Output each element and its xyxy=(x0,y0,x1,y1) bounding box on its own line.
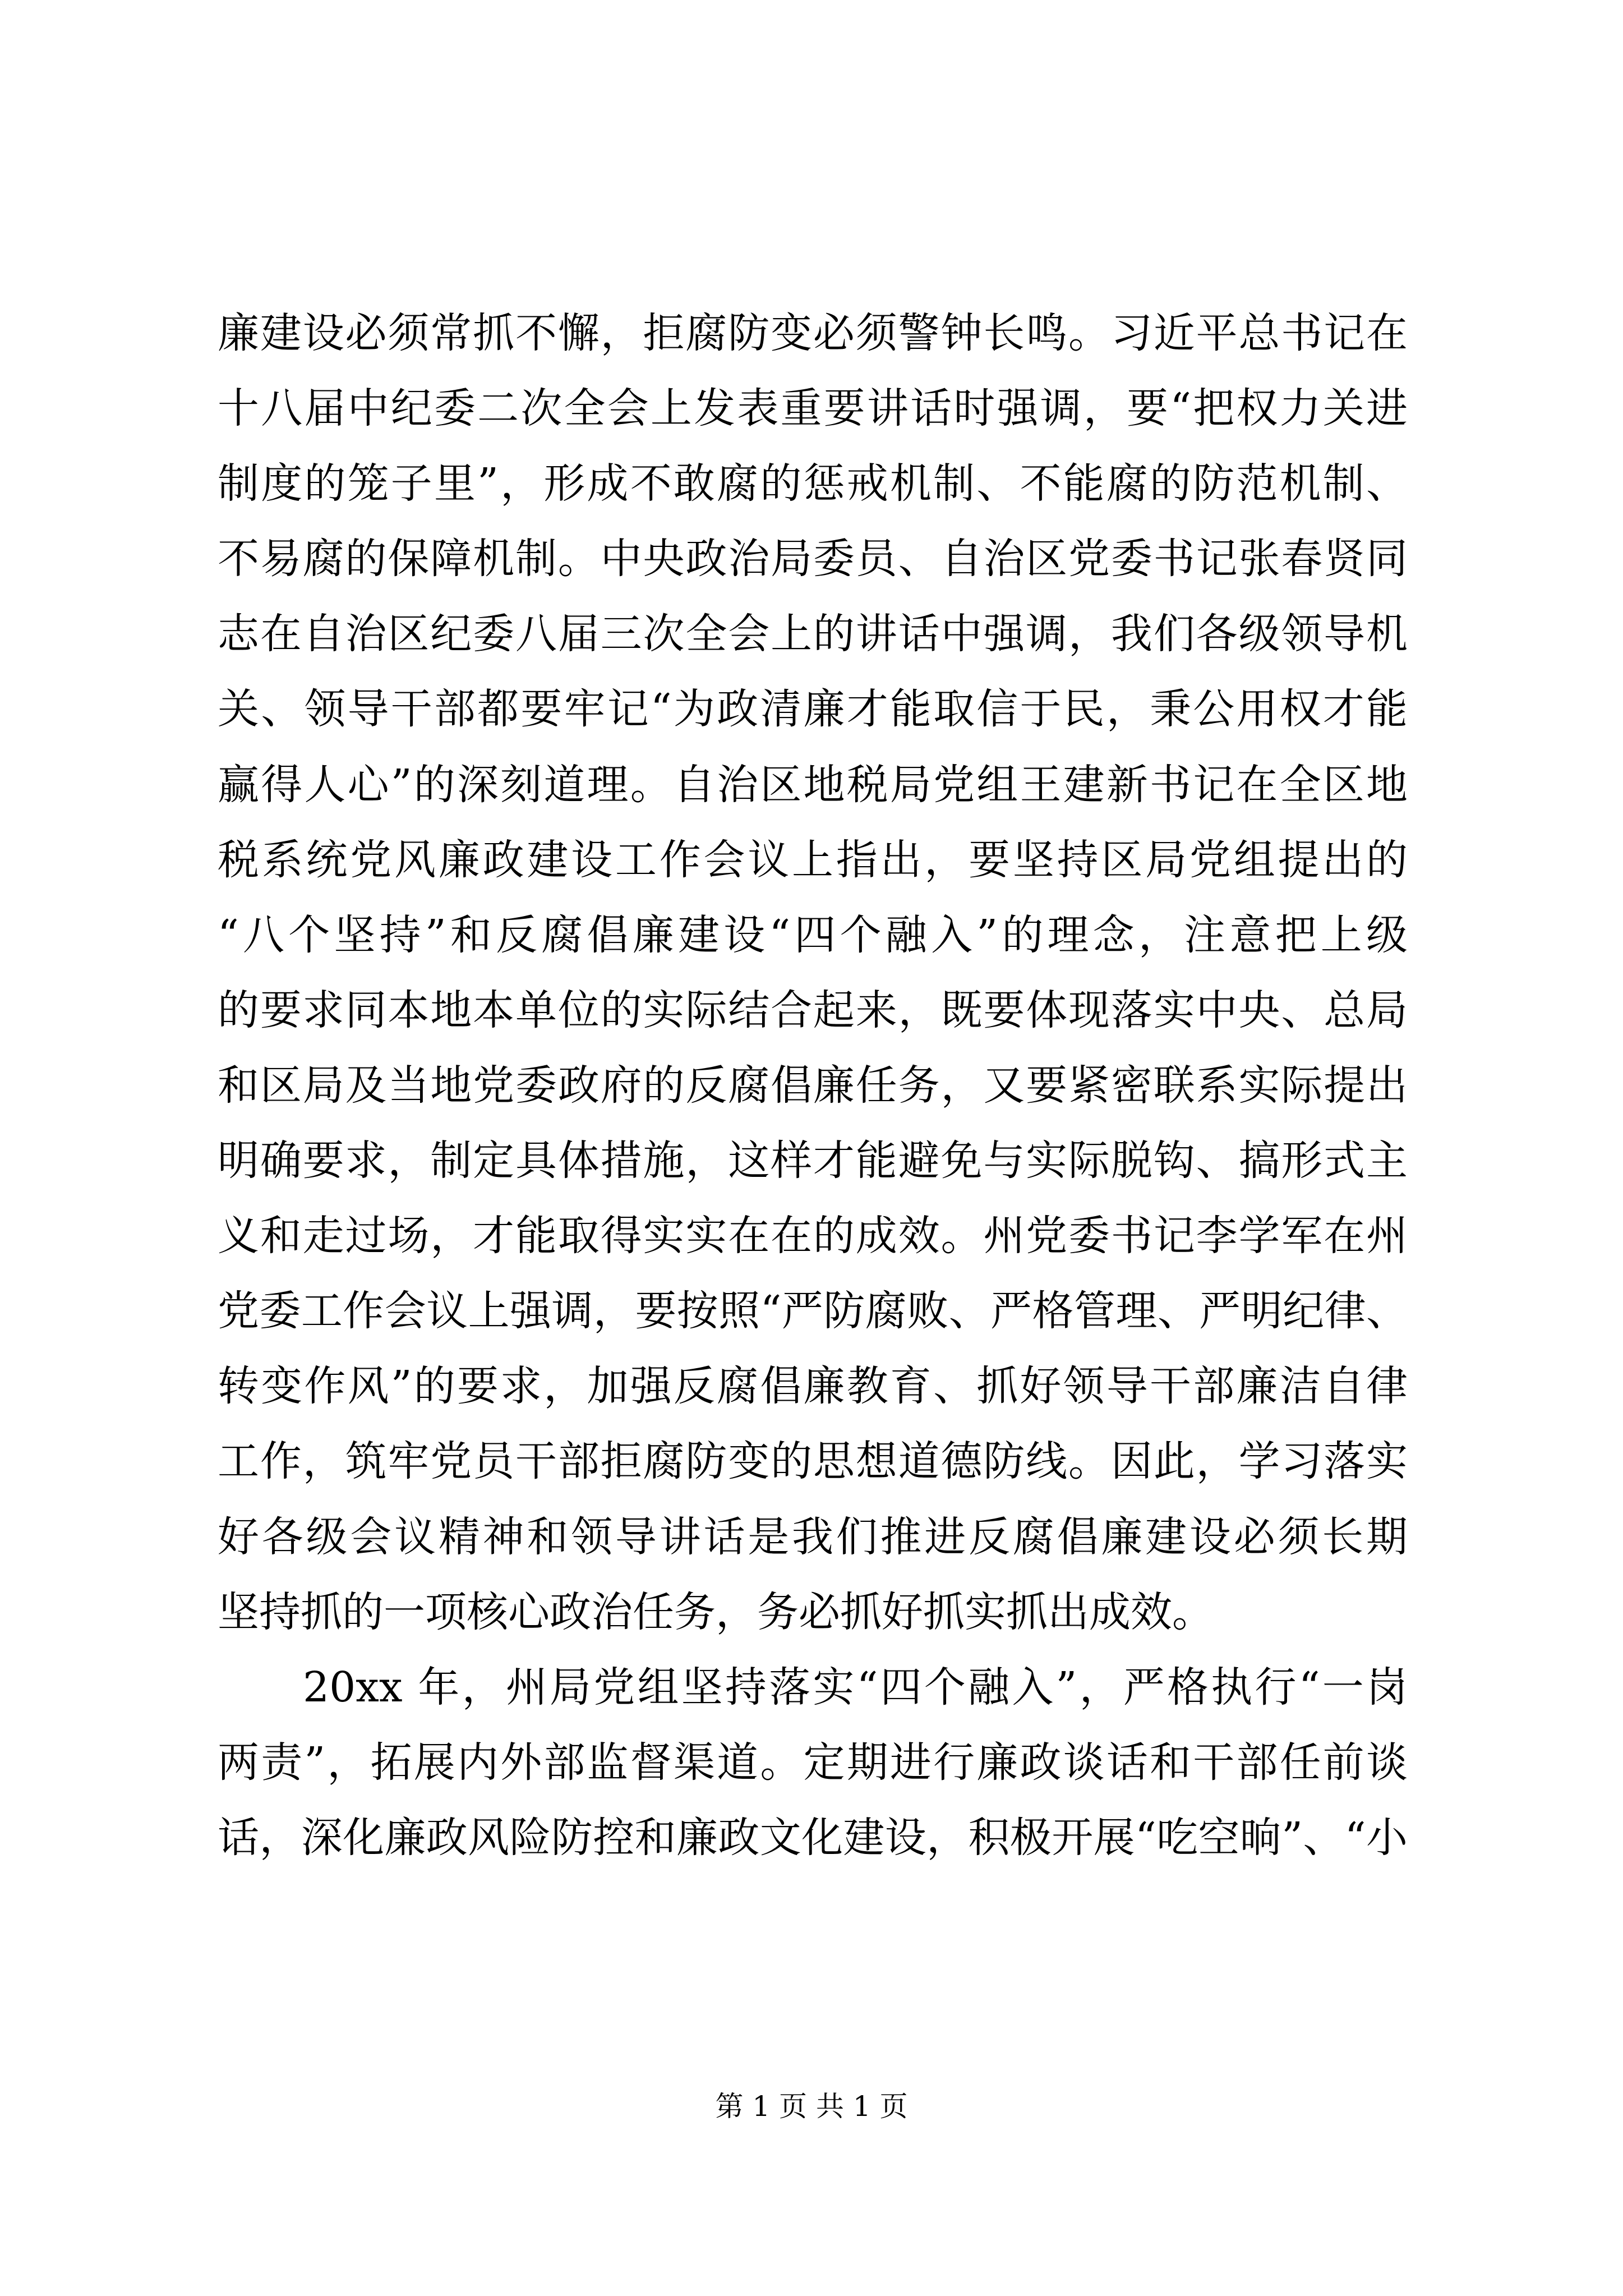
text-line: 话，深化廉政风险防控和廉政文化建设，积极开展“吃空晌”、“小 xyxy=(218,1813,1408,1862)
text-line: 志在自治区纪委八届三次全会上的讲话中强调，我们各级领导机 xyxy=(218,610,1408,659)
text-line: 工作，筑牢党员干部拒腐防变的思想道德防线。因此，学习落实 xyxy=(218,1437,1408,1486)
text-line: 关、领导干部都要牢记“为政清廉才能取信于民，秉公用权才能 xyxy=(218,685,1408,734)
text-line: 坚持抓的一项核心政治任务，务必抓好抓实抓出成效。 xyxy=(218,1588,1214,1636)
text-line: 和区局及当地党委政府的反腐倡廉任务，又要紧密联系实际提出 xyxy=(218,1061,1408,1110)
page-footer: 第 1 页 共 1 页 xyxy=(715,2090,908,2123)
text-line: “八个坚持”和反腐倡廉建设“四个融入”的理念，注意把上级 xyxy=(218,910,1408,959)
text-line: 义和走过场，才能取得实实在在的成效。州党委书记李学军在州 xyxy=(218,1212,1408,1260)
paragraph xyxy=(218,1650,1408,1875)
text-line: 党委工作会议上强调，要按照“严防腐败、严格管理、严明纪律、 xyxy=(218,1287,1408,1336)
text-line: 转变作风”的要求，加强反腐倡廉教育、抓好领导干部廉洁自律 xyxy=(218,1362,1408,1411)
paragraph xyxy=(218,296,1408,1650)
text-line: 20xx 年，州局党组坚持落实“四个融入”，严格执行“一岗 xyxy=(303,1663,1408,1711)
body-text xyxy=(218,296,1408,1875)
text-line: 明确要求，制定具体措施，这样才能避免与实际脱钩、搞形式主 xyxy=(218,1137,1408,1185)
text-line: 制度的笼子里”，形成不敢腐的惩戒机制、不能腐的防范机制、 xyxy=(218,459,1408,508)
text-line: 不易腐的保障机制。中央政治局委员、自治区党委书记张春贤同 xyxy=(218,535,1408,583)
text-line: 十八届中纪委二次全会上发表重要讲话时强调，要“把权力关进 xyxy=(218,384,1408,433)
text-line: 好各级会议精神和领导讲话是我们推进反腐倡廉建设必须长期 xyxy=(218,1512,1408,1561)
text-line: 税系统党风廉政建设工作会议上指出，要坚持区局党组提出的 xyxy=(218,835,1408,884)
text-line: 廉建设必须常抓不懈，拒腐防变必须警钟长鸣。习近平总书记在 xyxy=(218,309,1408,357)
text-line: 赢得人心”的深刻道理。自治区地税局党组王建新书记在全区地 xyxy=(218,760,1408,809)
text-line: 两责”，拓展内外部监督渠道。定期进行廉政谈话和干部任前谈 xyxy=(218,1738,1408,1787)
text-line: 的要求同本地本单位的实际结合起来，既要体现落实中央、总局 xyxy=(218,986,1408,1034)
